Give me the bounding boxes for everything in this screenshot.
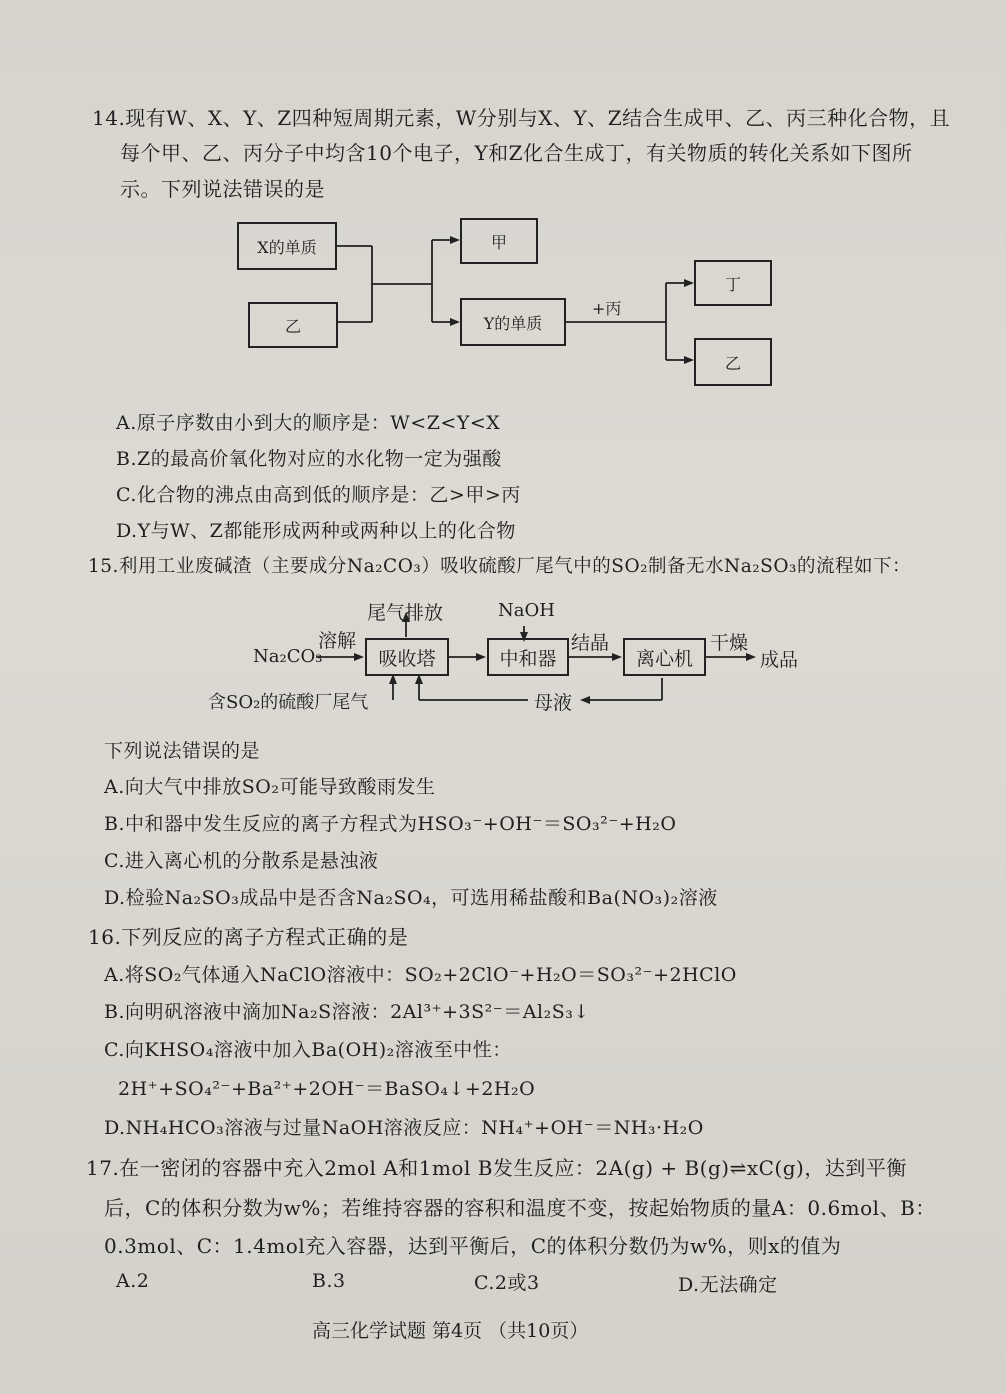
q16-option-a: A.将SO₂气体通入NaClO溶液中：SO₂+2ClO⁻+H₂O＝SO₃²⁻+2HClO: [104, 964, 737, 986]
q14-line2: 每个甲、乙、丙分子中均含10个电子，Y和Z化合生成丁，有关物质的转化关系如下图所: [120, 141, 913, 165]
plus-bing-label: +丙: [592, 299, 622, 318]
q17-option-b: B.3: [312, 1270, 346, 1292]
q15-option-a: A.向大气中排放SO₂可能导致酸雨发生: [104, 776, 436, 798]
na2co3-label: Na₂CO₃: [253, 646, 323, 667]
q17-option-d: D.无法确定: [678, 1274, 778, 1296]
q15-option-c: C.进入离心机的分散系是悬浊液: [104, 850, 379, 872]
q16-option-c: C.向KHSO₄溶液中加入Ba(OH)₂溶液至中性：: [104, 1039, 512, 1061]
exhaust-label: 尾气排放: [367, 602, 444, 624]
q14-line3: 示。下列说法错误的是: [120, 177, 325, 201]
yi-left-box: 乙: [248, 302, 338, 348]
jia-box: 甲: [460, 218, 538, 264]
product-label: 成品: [760, 649, 799, 671]
q16-option-c-equation: 2H⁺+SO₄²⁻+Ba²⁺+2OH⁻＝BaSO₄↓+2H₂O: [118, 1078, 536, 1100]
dissolve-label: 溶解: [318, 630, 357, 652]
q14-option-d: D.Y与W、Z都能形成两种或两种以上的化合物: [116, 520, 516, 542]
mother-liquor-label: 母液: [534, 692, 573, 714]
dry-label: 干燥: [710, 632, 749, 654]
ding-box: 丁: [694, 260, 772, 306]
so2-gas-label: 含SO₂的硫酸厂尾气: [208, 692, 369, 713]
y-single-box: Y的单质: [460, 298, 566, 346]
q15-line1: 15.利用工业废碱渣（主要成分Na₂CO₃）吸收硫酸厂尾气中的SO₂制备无水Na₂SO₃的流程如下：: [88, 556, 911, 577]
page-footer: 高三化学试题 第4页 （共10页）: [312, 1320, 589, 1342]
q16-line1: 16.下列反应的离子方程式正确的是: [88, 925, 409, 949]
naoh-label: NaOH: [498, 600, 555, 621]
x-single-box: X的单质: [237, 222, 337, 270]
q15-stem: 下列说法错误的是: [104, 740, 261, 762]
centrifuge-box: 离心机: [623, 638, 706, 676]
q14-option-a: A.原子序数由小到大的顺序是：W<Z<Y<X: [116, 412, 501, 434]
crystallize-label: 结晶: [571, 632, 610, 654]
q16-option-b: B.向明矾溶液中滴加Na₂S溶液：2Al³⁺+3S²⁻＝Al₂S₃↓: [104, 1001, 590, 1023]
q17-line3: 0.3mol、C：1.4mol充入容器，达到平衡后，C的体积分数仍为w%，则x的值为: [104, 1234, 842, 1258]
q14-option-b: B.Z的最高价氧化物对应的水化物一定为强酸: [116, 448, 502, 470]
absorption-tower-box: 吸收塔: [365, 638, 449, 676]
q16-option-d: D.NH₄HCO₃溶液与过量NaOH溶液反应：NH₄⁺+OH⁻＝NH₃·H₂O: [104, 1117, 704, 1139]
neutralizer-box: 中和器: [487, 638, 569, 676]
q17-line2: 后，C的体积分数为w%；若维持容器的容积和温度不变，按起始物质的量A：0.6mol、B：: [104, 1196, 936, 1220]
q17-option-c: C.2或3: [474, 1272, 540, 1294]
q17-line1: 17.在一密闭的容器中充入2mol A和1mol B发生反应：2A(g) + B(g)⇌xC(g)，达到平衡: [86, 1156, 907, 1180]
q17-option-a: A.2: [116, 1270, 150, 1292]
q15-option-d: D.检验Na₂SO₃成品中是否含Na₂SO₄，可选用稀盐酸和Ba(NO₃)₂溶液: [104, 887, 718, 909]
q14-line1: 14.现有W、X、Y、Z四种短周期元素，W分别与X、Y、Z结合生成甲、乙、丙三种化合物，且: [92, 106, 951, 130]
q14-option-c: C.化合物的沸点由高到低的顺序是：乙>甲>丙: [116, 484, 521, 506]
yi-right-box: 乙: [694, 338, 772, 386]
q15-option-b: B.中和器中发生反应的离子方程式为HSO₃⁻+OH⁻＝SO₃²⁻+H₂O: [104, 813, 677, 835]
